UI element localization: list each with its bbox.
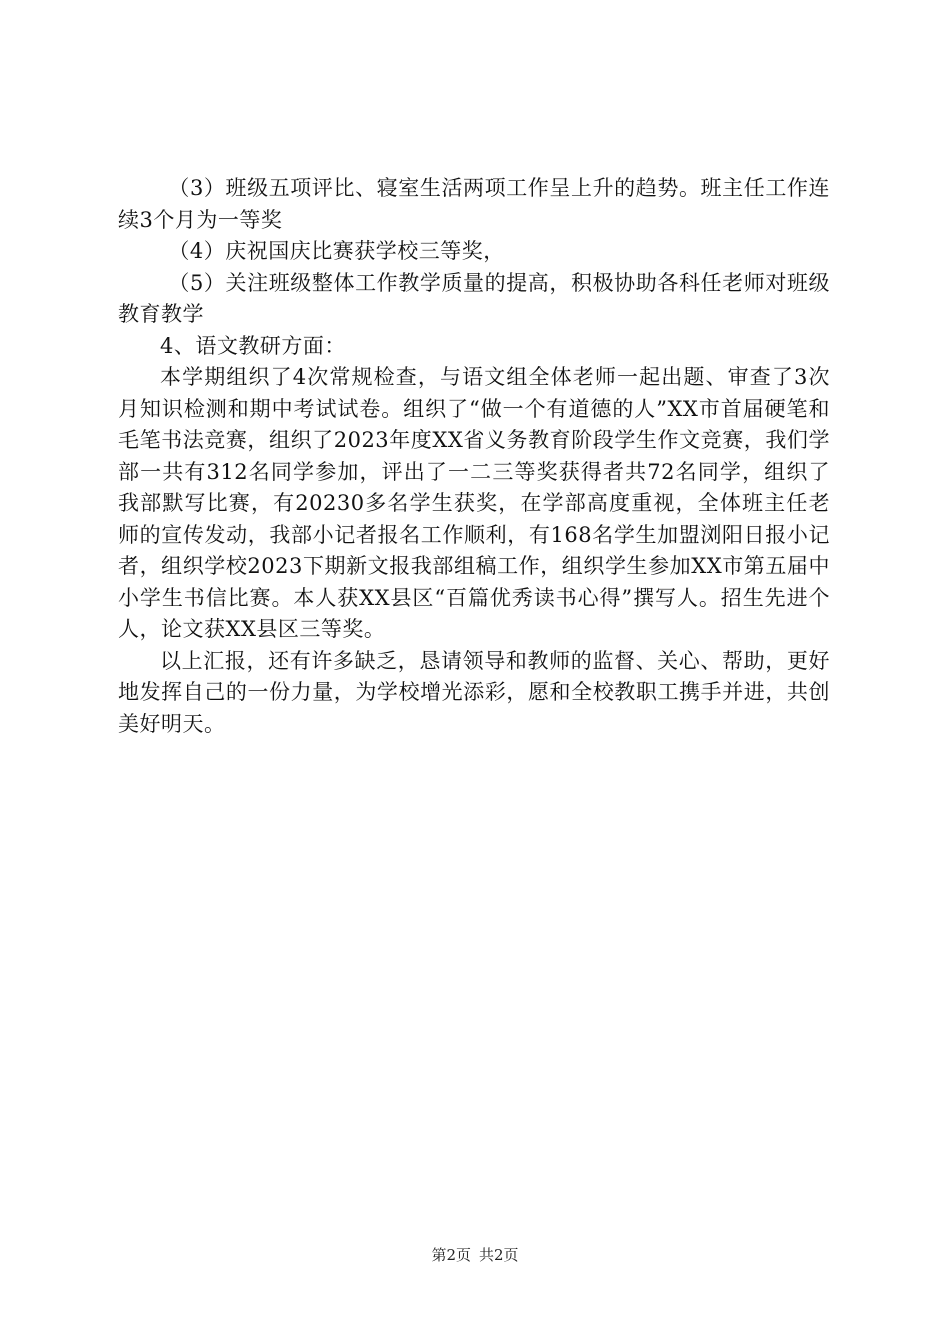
paragraph-national-day-award: （4）庆祝国庆比赛获学校三等奖，	[168, 239, 505, 263]
section-heading-chinese-research: 4、语文教研方面：	[160, 333, 346, 358]
page-number-current: 第2页	[431, 1246, 471, 1264]
paragraph-closing: 以上汇报，还有许多缺乏，恳请领导和教师的监督、关心、帮助，更好地发挥自己的一份力量，为学校增光添彩，愿和全校教职工携手并进，共创美好明天。	[118, 648, 830, 736]
document-body	[118, 173, 830, 740]
paragraph-research-activities: 本学期组织了4次常规检查，与语文组全体老师一起出题、审查了3次月知识检测和期中考试试卷。组织了“做一个有道德的人”XX市首届硬笔和毛笔书法竞赛，组织了2023年度XX省义务教育阶段学生作文竞赛，我们学部一共有312名同学参加，评出了一二三等奖获得者共72名同学，组织了我部默写比赛，有20230多名学生获奖，在学部高度重视，全体班主任老师的宣传发动，我部小记者报名工作顺利，有168名学生加盟浏阳日报小记者，组织学校2023下期新文报我部组稿工作，组织学生参加XX市第五届中小学生书信比赛。本人获XX县区“百篇优秀读书心得”撰写人。招生先进个人，论文获XX县区三等奖。	[118, 365, 830, 641]
page-number-total: 共2页	[479, 1246, 519, 1264]
paragraph-class-evaluation: （3）班级五项评比、寝室生活两项工作呈上升的趋势。班主任工作连续3个月为一等奖	[118, 176, 830, 232]
page-footer	[0, 1245, 950, 1265]
paragraph-teaching-quality: （5）关注班级整体工作教学质量的提高，积极协助各科任老师对班级教育教学	[118, 270, 830, 326]
